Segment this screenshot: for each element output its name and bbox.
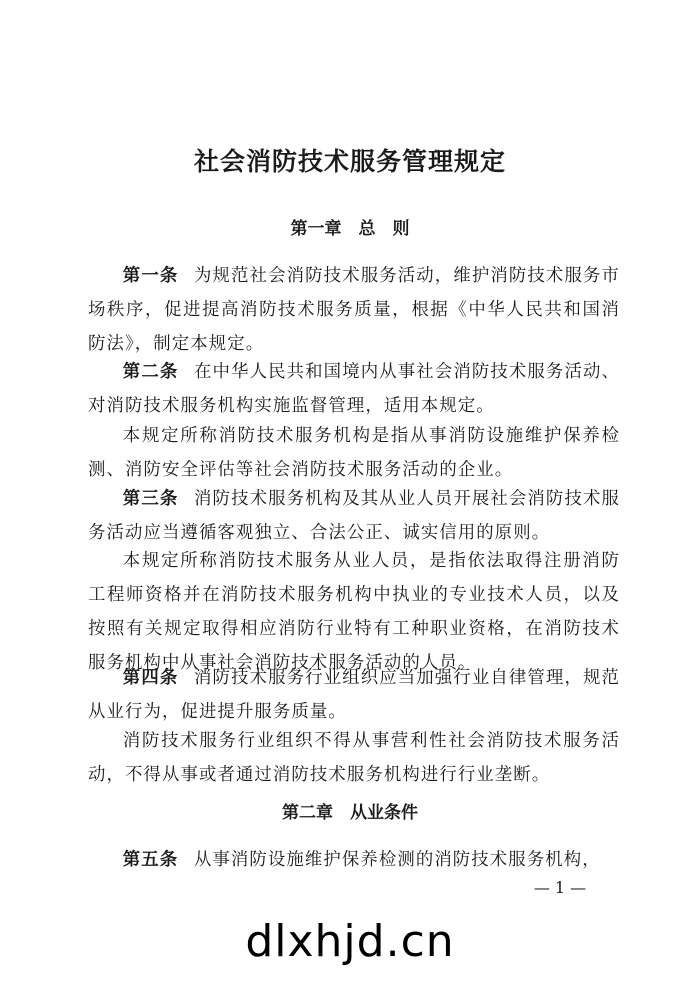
article-paragraph-5 [88, 843, 620, 877]
article-text: 在中华人民共和国境内从事社会消防技术服务活动、对消防技术服务机构实施监督管理，适用本规定。 [88, 362, 620, 416]
article-label: 第一条 [122, 266, 179, 286]
site-watermark: dlxhjd.cn [245, 916, 455, 967]
paragraph-definition-practitioners [88, 544, 620, 680]
paragraph-text: 本规定所称消防技术服务从业人员，是指依法取得注册消防工程师资格并在消防技术服务机构中执业的专业技术人员，以及按照有关规定取得相应消防行业特有工种职业资格，在消防技术服务机构中从事社会消防技术服务活动的人员。 [88, 551, 620, 673]
article-text: 消防技术服务行业组织应当加强行业自律管理，规范从业行为，促进提升服务质量。 [88, 668, 620, 722]
article-label: 第三条 [122, 489, 179, 509]
article-paragraph-4 [88, 661, 620, 729]
paragraph-text: 本规定所称消防技术服务机构是指从事消防设施维护保养检测、消防安全评估等社会消防技术服务活动的企业。 [88, 426, 620, 480]
chapter-heading-qualification: 第二章 从业条件 [282, 803, 418, 823]
paragraph-text: 消防技术服务行业组织不得从事营利性社会消防技术服务活动，不得从事或者通过消防技术服务机构进行行业垄断。 [88, 731, 620, 785]
article-label: 第二条 [122, 362, 179, 382]
chapter-heading-general-provisions: 第一章 总 则 [290, 219, 410, 239]
paragraph-industry-restriction [88, 724, 620, 792]
document-title: 社会消防技术服务管理规定 [193, 147, 506, 176]
article-text: 从事消防设施维护保养检测的消防技术服务机构， [193, 850, 601, 870]
article-label: 第五条 [122, 850, 179, 870]
article-text: 为规范社会消防技术服务活动，维护消防技术服务市场秩序，促进提高消防技术服务质量，根据《中华人民共和国消防法》，制定本规定。 [88, 266, 620, 354]
article-paragraph-3 [88, 482, 620, 550]
paragraph-definition-institution [88, 419, 620, 487]
article-paragraph-1 [88, 259, 620, 361]
article-text: 消防技术服务机构及其从业人员开展社会消防技术服务活动应当遵循客观独立、合法公正、诚实信用的原则。 [88, 489, 620, 543]
page-number: — 1 — [533, 878, 587, 897]
article-paragraph-2 [88, 355, 620, 423]
article-label: 第四条 [122, 668, 179, 688]
